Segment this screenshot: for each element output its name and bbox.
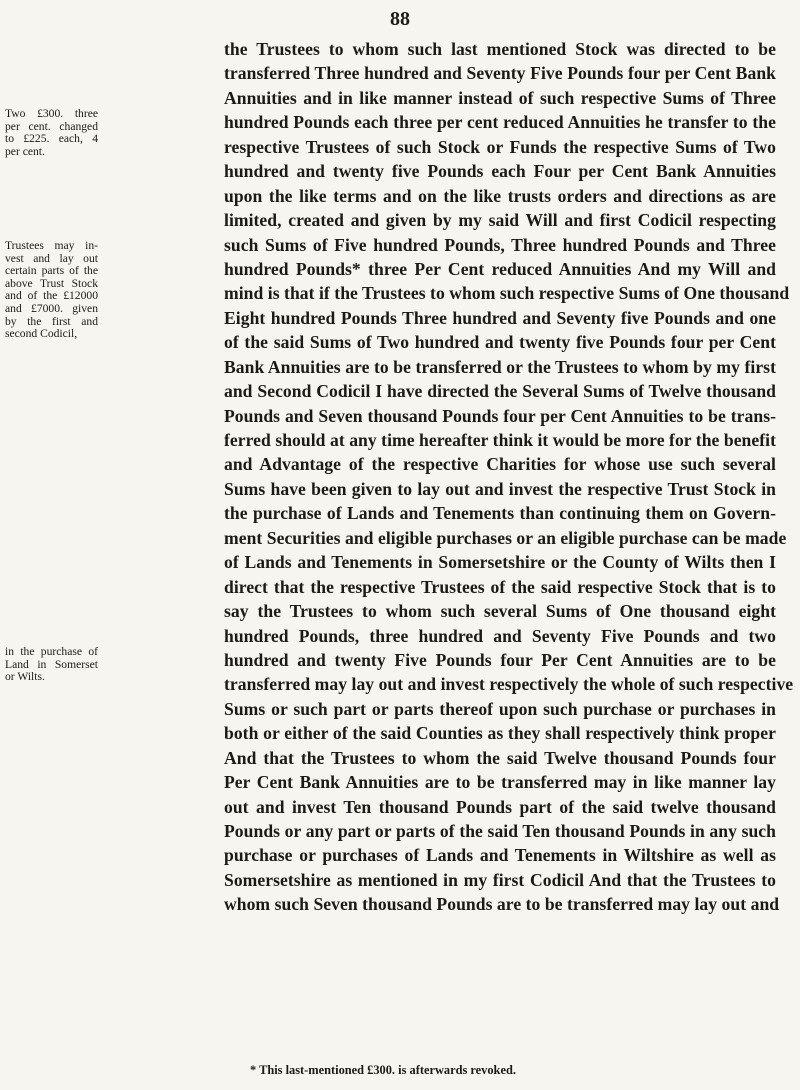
marginal-note-line: vest and lay out [5, 251, 98, 265]
body-line: the Trustees to whom such last mentioned Stock was directed to be [224, 39, 776, 59]
body-line: transferred Three hundred and Seventy Five Pounds four per Cent Bank [224, 63, 776, 84]
body-line: Per Cent Bank Annuities are to be transferred may in like manner lay [224, 772, 776, 793]
body-line: of Lands and Tenements in Somersetshire or the County of Wilts then I [224, 552, 776, 573]
body-line: Pounds and Seven thousand Pounds four per Cent Annuities to be trans- [224, 405, 776, 426]
body-line: Pounds or any part or parts of the said Ten thousand Pounds in any such [224, 821, 776, 841]
body-line: Bank Annuities are to be transferred or the Trustees to whom by my first [224, 356, 776, 377]
marginal-note-line: in the purchase of [5, 645, 98, 658]
body-line: out and invest Ten thousand Pounds part of the said twelve thousand [224, 796, 776, 817]
body-line: Sums have been given to lay out and invest the respective Trust Stock in [224, 478, 776, 499]
marginal-note-line: second Codicil, [5, 327, 78, 341]
body-line: say the Trustees to whom such several Sums of One thousand eight [224, 601, 776, 622]
body-line: the purchase of Lands and Tenements than continuing them on Govern- [224, 503, 776, 524]
body-line: hundred and twenty Five Pounds four Per Cent Annuities are to be [224, 649, 776, 670]
marginal-note-line: above Trust Stock [5, 276, 98, 290]
body-line: and Second Codicil I have directed the Several Sums of Twelve thousand [224, 381, 776, 402]
marginal-note-line: and of the £12000 [5, 289, 98, 303]
marginal-note-stock-change [5, 108, 217, 158]
marginal-note-line: or Wilts. [5, 670, 45, 684]
page-number: 88 [390, 8, 410, 30]
marginal-note-line: Land in Somerset [5, 657, 98, 671]
body-line: mind is that if the Trustees to whom such respective Sums of One thousand [224, 283, 790, 304]
body-line: whom such Seven thousand Pounds are to be transferred may lay out and [224, 894, 780, 915]
marginal-note-line: per cent. [5, 144, 45, 158]
marginal-note-line: and £7000. given [5, 301, 98, 315]
body-line: And that the Trustees to whom the said Twelve thousand Pounds four [224, 747, 776, 768]
marginal-note-somerset-wilts [5, 646, 217, 684]
body-line: direct that the respective Trustees of the said respective Stock that is to [224, 576, 776, 597]
body-line: and Advantage of the respective Charities for whose use such several [224, 454, 776, 475]
body-line: Eight hundred Pounds Three hundred and Seventy five Pounds and one [224, 307, 776, 328]
body-line: hundred Pounds each three per cent reduced Annuities he transfer to the [224, 112, 776, 133]
marginal-note-line: to £225. each, 4 [5, 132, 98, 146]
body-line: purchase or purchases of Lands and Tenements in Wiltshire as well as [224, 845, 776, 866]
body-line: transferred may lay out and invest respectively the whole of such respective [224, 674, 794, 695]
body-text [224, 37, 794, 917]
body-line: ferred should at any time hereafter think it would be more for the benefit [224, 430, 776, 450]
marginal-note-line: by the first and [5, 314, 98, 328]
body-line: hundred Pounds* three Per Cent reduced Annuities And my Will and [224, 258, 776, 279]
footnote: * This last-mentioned £300. is afterwards revoked. [250, 1063, 516, 1077]
marginal-note-line: Trustees may in- [5, 239, 98, 252]
marginal-note-trustees-invest [5, 240, 217, 341]
body-line: Sums or such part or parts thereof upon such purchase or purchases in [224, 698, 776, 719]
body-line: limited, created and given by my said Will and first Codicil respecting [224, 210, 776, 231]
marginal-note-line: certain parts of the [5, 264, 98, 278]
body-line: ment Securities and eligible purchases or an eligible purchase can be made [224, 527, 787, 548]
body-line: of the said Sums of Two hundred and twenty five Pounds four per Cent [224, 332, 776, 353]
body-line: upon the like terms and on the like trusts orders and directions as are [224, 185, 776, 206]
body-line: Somersetshire as mentioned in my first Codicil And that the Trustees to [224, 869, 776, 890]
marginal-note-line: Two £300. three [5, 107, 98, 120]
body-line: respective Trustees of such Stock or Funds the respective Sums of Two [224, 136, 776, 157]
body-line: hundred Pounds, three hundred and Seventy Five Pounds and two [224, 625, 776, 646]
marginal-note-line: per cent. changed [5, 119, 98, 133]
body-line: hundred and twenty five Pounds each Four per Cent Bank Annuities [224, 161, 776, 182]
body-line: both or either of the said Counties as they shall respectively think proper [224, 723, 776, 744]
body-line: Annuities and in like manner instead of such respective Sums of Three [224, 87, 776, 108]
body-line: such Sums of Five hundred Pounds, Three hundred Pounds and Three [224, 234, 776, 255]
